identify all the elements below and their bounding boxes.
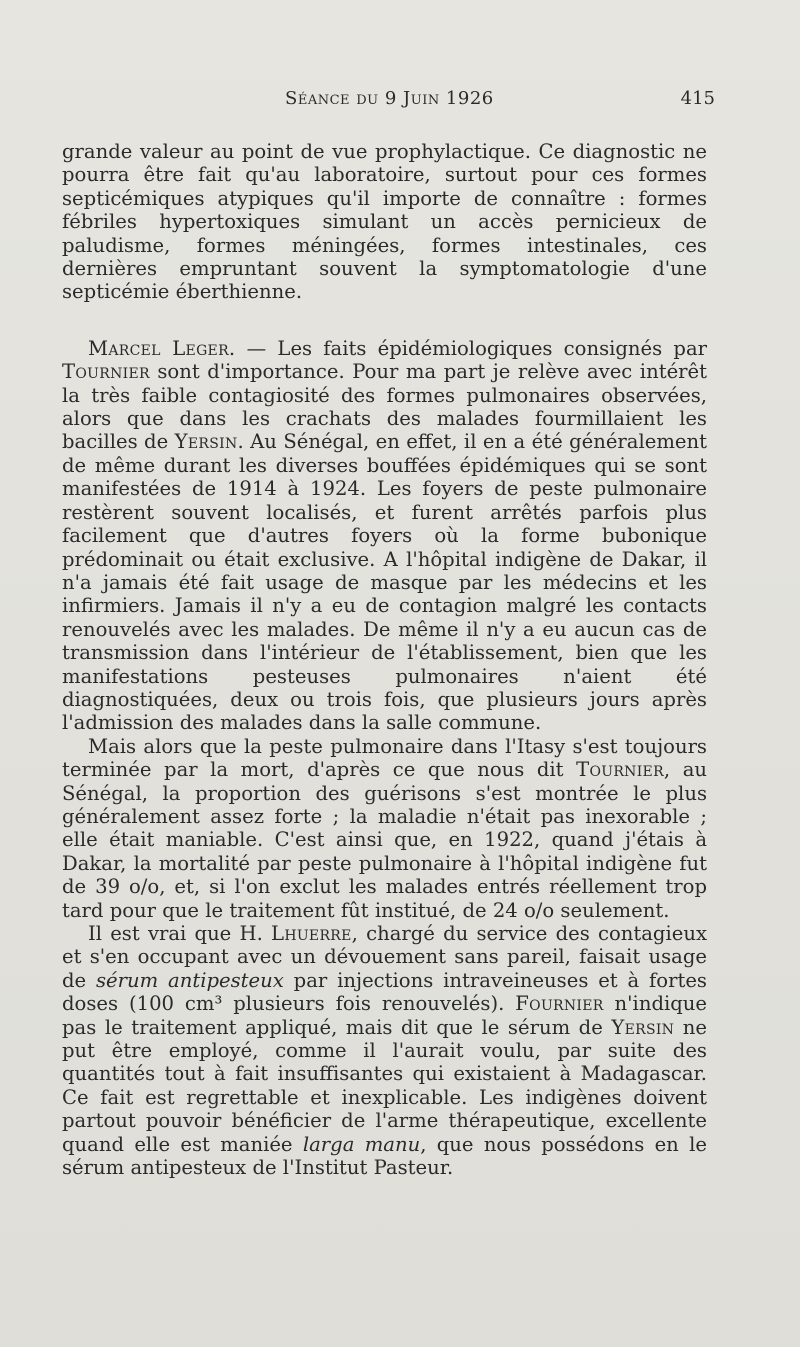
text-segment: sont d'importance. Pour ma part je relève avec intérêt la très faible contagiosité des formes pulmonaires observées, alors que dans les crachats des malades fourmillaient les bacilles de bbox=[62, 360, 707, 454]
paragraph-1 bbox=[62, 140, 707, 304]
italic-term: larga manu bbox=[302, 1132, 421, 1156]
text-segment: grande valeur au point de vue prophylactique. Ce diagnostic ne pourra être fait qu'au laboratoire, surtout pour ces formes septicémiques atypiques qu'il importe de connaître : formes fébriles hypertoxiques simulant un accès pernicieux de paludisme, formes méningées, formes intestinales, ces dernières empruntant souvent la symptomatologie d'une septicémie éberthienne. bbox=[62, 140, 707, 304]
text-segment: — Les faits épidémiologiques consignés par bbox=[235, 336, 707, 360]
author-name: Marcel Leger. bbox=[88, 336, 236, 360]
text-segment: , chargé du service des contagieux et s'en occupant avec un dévouement sans pareil, faisait usage de bbox=[62, 922, 707, 992]
paragraph-2 bbox=[62, 337, 707, 735]
text-segment: ne put être employé, comme il l'aurait voulu, par suite des quantités tout à fait insuffisantes qui existaient à Madagascar. Ce fait est regrettable et inexplicable. Les indigènes doivent partout pouvoir bénéficier de l'arme thérapeutique, excellente quand elle est maniée bbox=[62, 1015, 707, 1156]
cited-name: Tournier bbox=[576, 758, 664, 782]
body-text bbox=[62, 140, 707, 1179]
cited-name: Yersin bbox=[611, 1015, 675, 1039]
text-segment: par injections intraveineuses et à fortes doses (100 cm³ plusieurs fois renouvelés). bbox=[62, 968, 707, 1016]
text-segment: Mais alors que la peste pulmonaire dans l'Itasy s'est toujours terminée par la mort, d'après ce que nous dit bbox=[62, 734, 707, 782]
cited-name: Fournier bbox=[515, 992, 604, 1016]
text-segment: , au Sénégal, la proportion des guérisons s'est montrée le plus généralement assez forte ; la maladie n'était pas inexorable ; elle était maniable. C'est ainsi que, en 1922, quand j'étais à Dakar, la mortalité par peste pulmonaire à l'hôpital indigène fut de 39 o/o, et, si l'on exclut les malades entrés réellement trop tard pour que le traitement fût institué, de 24 o/o seulement. bbox=[62, 758, 707, 922]
text-segment: , que nous possédons en le sérum antipesteux de l'Institut Pasteur. bbox=[62, 1132, 707, 1180]
page-number: 415 bbox=[680, 88, 715, 109]
paragraph-3 bbox=[62, 735, 707, 922]
text-segment: n'indique pas le traitement appliqué, mais dit que le sérum de bbox=[62, 992, 708, 1039]
page-header bbox=[60, 88, 715, 118]
text-segment: . Au Sénégal, en effet, il en a été généralement de même durant les diverses bouffées épidémiques qui se sont manifestées de 1914 à 1924. Les foyers de peste pulmonaire restèrent souvent localisés, et furent arrêtés parfois plus facilement que d'autres foyers où la forme bubonique prédominait ou était exclusive. A l'hôpital indigène de Dakar, il n'a jamais été fait usage de masque par les médecins et les infirmiers. Jamais il n'y a eu de contagion malgré les contacts renouvelés avec les malades. De même il n'y a eu aucun cas de transmission dans l'intérieur de l'établissement, bien que les manifestations pesteuses pulmonaires n'aient été diagnostiquées, deux ou trois fois, que plusieurs jours après l'admission des malades dans la salle commune. bbox=[62, 430, 708, 735]
text-segment: Il est vrai que H. bbox=[88, 922, 272, 945]
cited-name: Yersin bbox=[174, 430, 238, 454]
running-title: Séance du 9 Juin 1926 bbox=[285, 88, 494, 109]
italic-term: sérum antipesteux bbox=[95, 968, 284, 992]
cited-name: Lhuerre bbox=[271, 922, 352, 945]
cited-name: Tournier bbox=[62, 360, 150, 384]
paragraph-4 bbox=[62, 922, 707, 1179]
